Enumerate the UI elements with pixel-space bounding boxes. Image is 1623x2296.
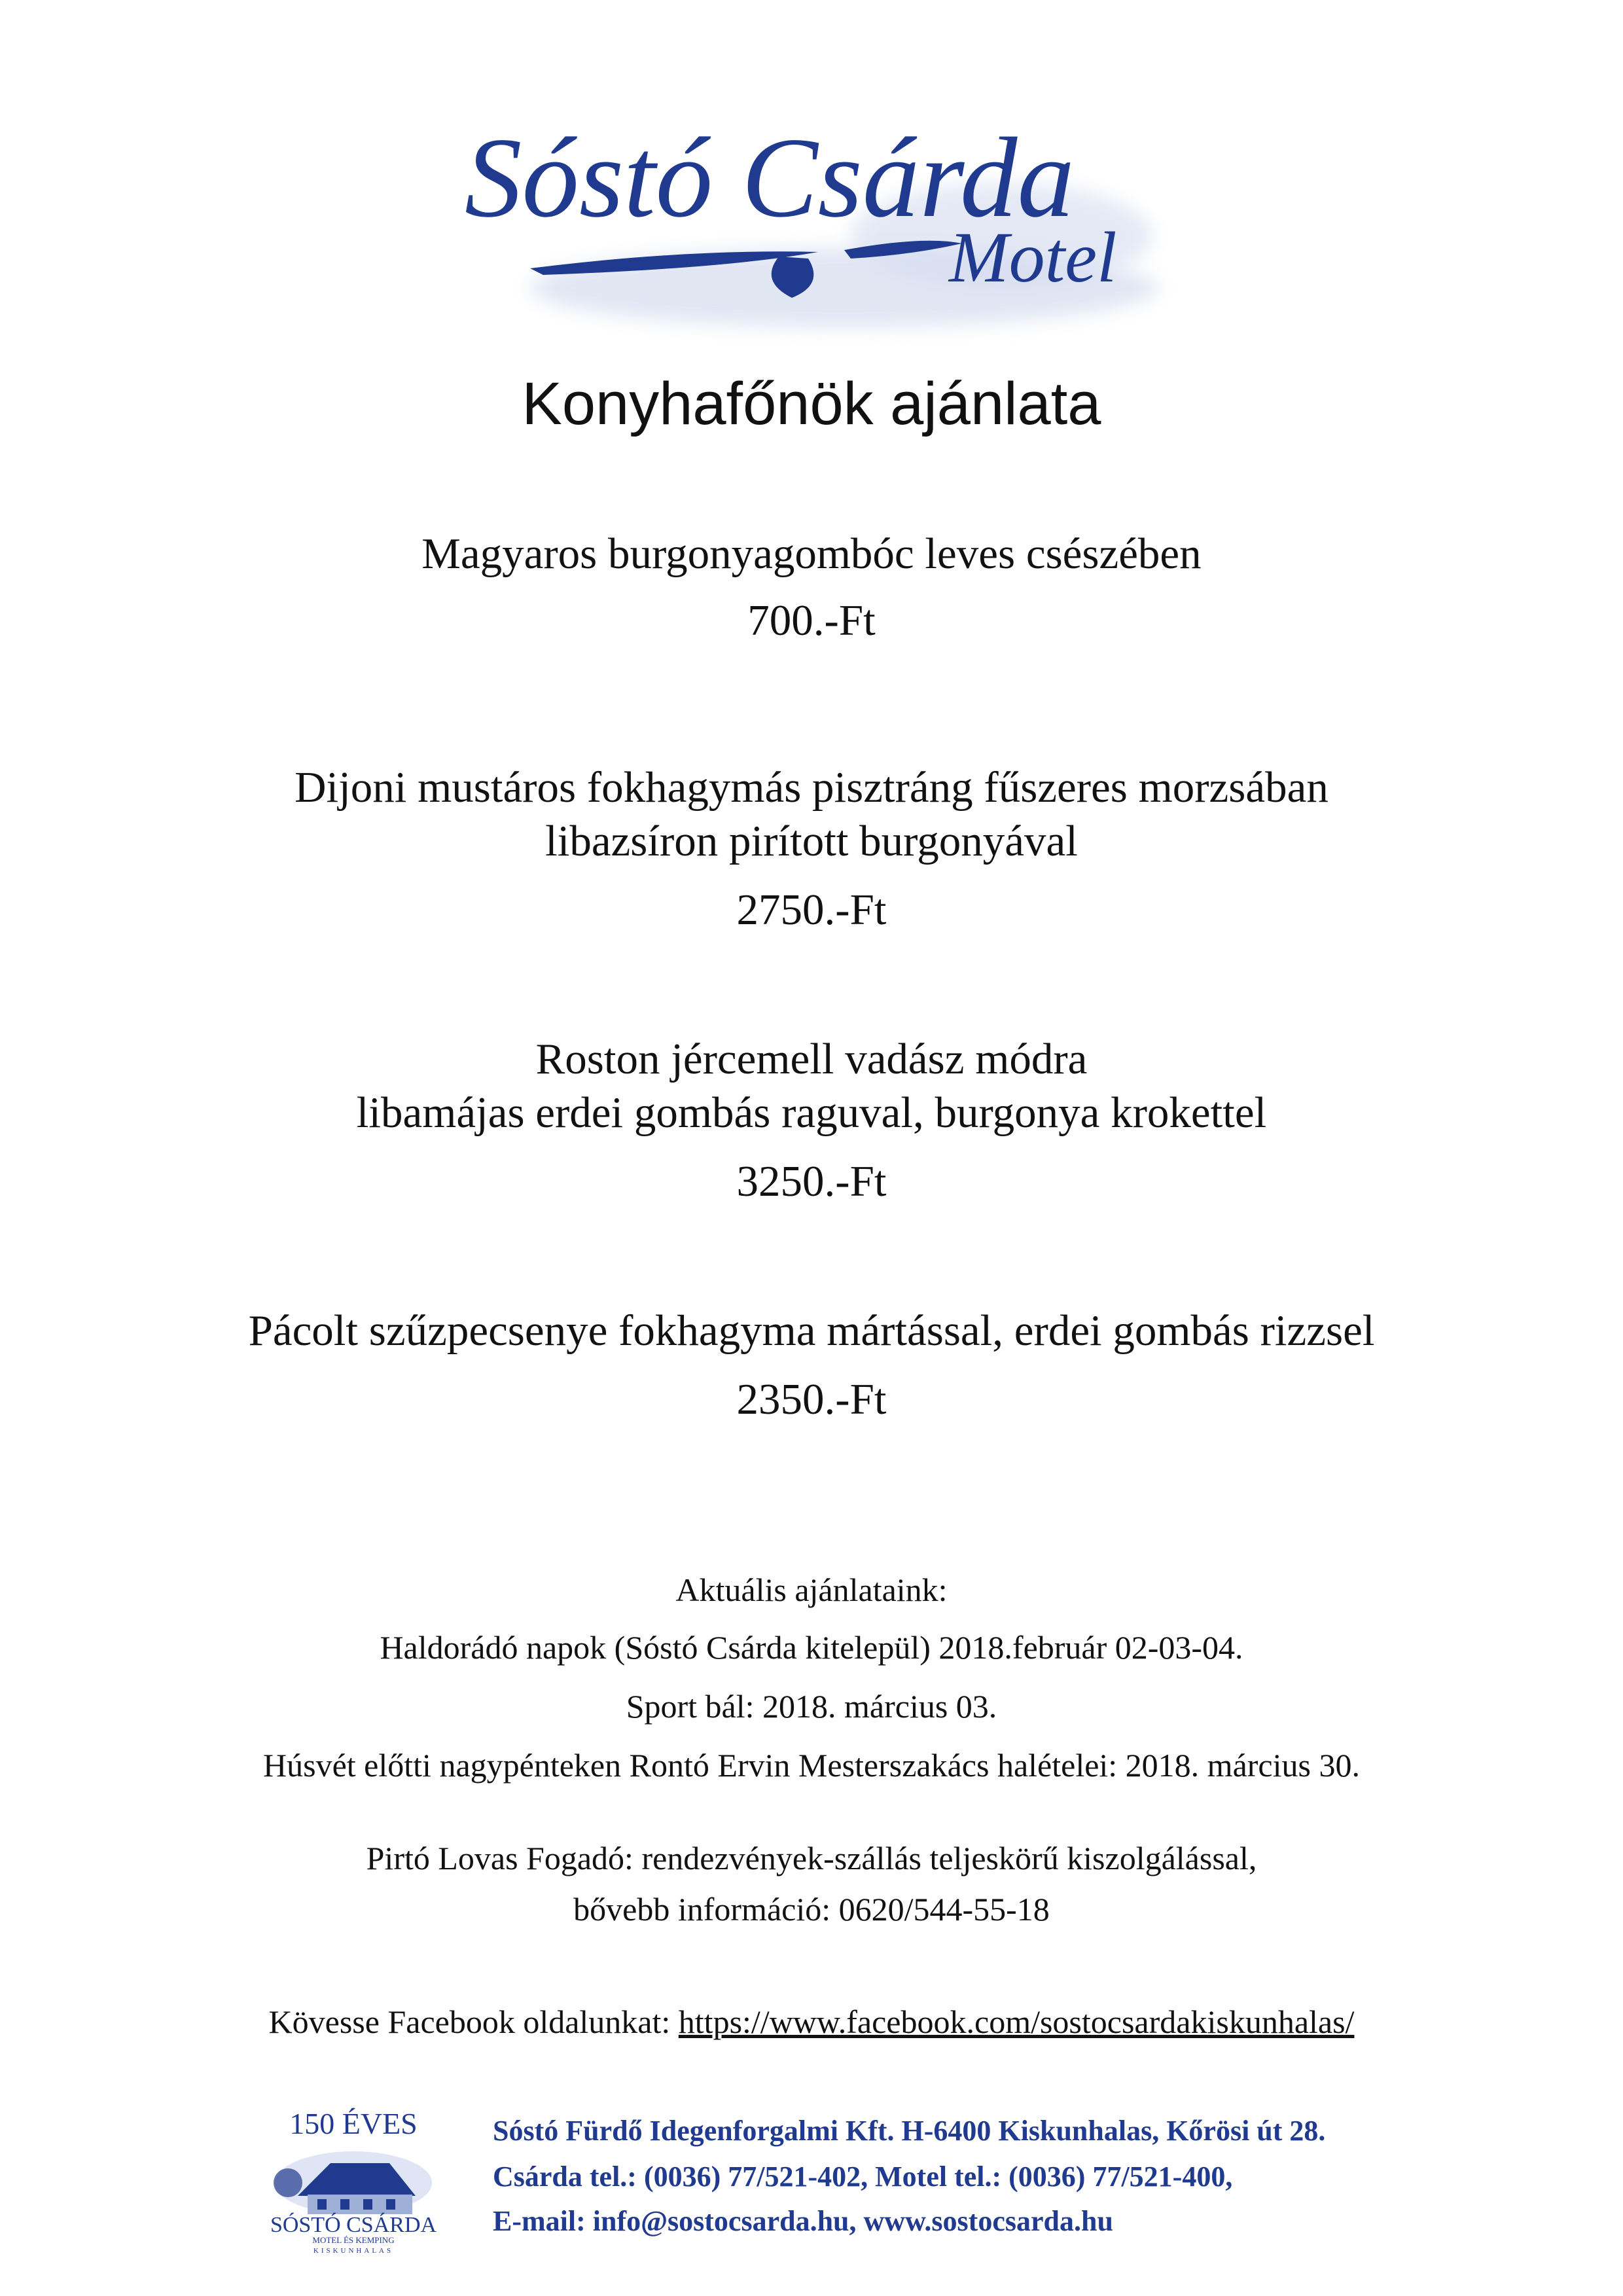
page-title: Konyhafőnök ajánlata	[522, 370, 1101, 437]
footer-email-line: E-mail: info@sostocsarda.hu, www.sostocsarda.hu	[493, 2205, 1113, 2237]
offer-item-2: Sport bál: 2018. március 03.	[626, 1688, 997, 1725]
logo	[452, 72, 1185, 353]
dish-3-line-2: libamájas erdei gombás raguval, burgonya krokettel	[356, 1088, 1267, 1137]
footer-company-line: Sóstó Fürdő Idegenforgalmi Kft. H-6400 Kiskunhalas, Kőrösi út 28.	[493, 2115, 1326, 2147]
dish-3-price: 3250.-Ft	[736, 1157, 887, 1206]
offer-item-3: Húsvét előtti nagypénteken Rontó Ervin Mesterszakács halételei: 2018. március 30.	[263, 1747, 1360, 1784]
badge-city-text: KISKUNHALAS	[313, 2247, 394, 2255]
inn-line-1: Pirtó Lovas Fogadó: rendezvények-szállás teljeskörű kiszolgálással,	[366, 1840, 1257, 1876]
footer-phone-line: Csárda tel.: (0036) 77/521-402, Motel tel.: (0036) 77/521-400,	[493, 2161, 1233, 2193]
dish-2-line-2: libazsíron pirított burgonyával	[545, 817, 1078, 865]
facebook-link[interactable]: https://www.facebook.com/sostocsardakiskunhalas/	[678, 2003, 1355, 2040]
facebook-line	[0, 2003, 1623, 2041]
dish-2-price: 2750.-Ft	[736, 886, 887, 934]
offers-heading: Aktuális ajánlataink:	[675, 1571, 948, 1608]
offer-item-1: Haldorádó napok (Sóstó Csárda kitelepül) 2018.február 02-03-04.	[380, 1629, 1243, 1666]
dish-1-line-1: Magyaros burgonyagombóc leves csészében	[421, 529, 1202, 578]
facebook-label: Kövesse Facebook oldalunkat:	[268, 2003, 679, 2040]
anniversary-badge	[252, 2098, 455, 2255]
badge-top-text: 150 ÉVES	[289, 2107, 418, 2140]
building-icon	[274, 2151, 432, 2214]
logo-sub-text: Motel	[949, 217, 1117, 297]
dish-1-price: 700.-Ft	[747, 596, 876, 645]
badge-name-text: SÓSTÓ CSÁRDA	[270, 2213, 437, 2237]
dish-2-line-1: Dijoni mustáros fokhagymás pisztráng fűszeres morzsában	[294, 763, 1329, 812]
dish-4-line-1: Pácolt szűzpecsenye fokhagyma mártással, erdei gombás rizzsel	[248, 1306, 1375, 1355]
logo-brand-text: Sóstó Csárda	[465, 114, 1075, 241]
dish-3-line-1: Roston jércemell vadász módra	[535, 1035, 1088, 1083]
dish-4-price: 2350.-Ft	[736, 1375, 887, 1424]
inn-line-2: bővebb információ: 0620/544-55-18	[573, 1891, 1050, 1928]
badge-sub-text: MOTEL ÉS KEMPING	[312, 2235, 395, 2245]
